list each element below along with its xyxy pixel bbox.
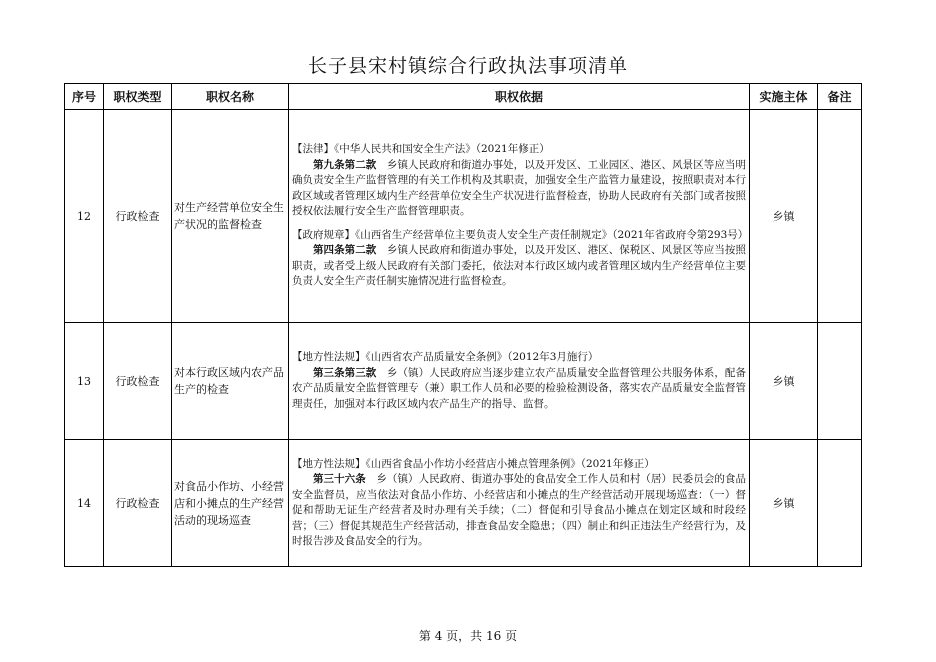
- row-note: [818, 110, 862, 323]
- header-basis: 职权依据: [289, 84, 750, 110]
- row-type: 行政检查: [104, 323, 172, 440]
- basis-article: 第三十六条: [313, 473, 366, 485]
- row-seq: 12: [65, 110, 104, 323]
- enforcement-table: [64, 83, 862, 567]
- row-basis: [289, 110, 750, 323]
- table-row: [65, 110, 862, 323]
- row-name: 对食品小作坊、小经营店和小摊点的生产经营活动的现场巡查: [172, 440, 289, 567]
- row-note: [818, 323, 862, 440]
- row-seq: 13: [65, 323, 104, 440]
- basis-text: 乡镇人民政府和街道办事处，以及开发区、港区、保税区、风景区等应当按照职责，或者受上级人民政府有关部门委托，依法对本行政区域内或者管理区域内生产经营单位主要负责人安全生产责任制实施情况进行监督检查。: [292, 244, 746, 288]
- row-subject: 乡镇: [750, 440, 818, 567]
- header-seq: 序号: [65, 84, 104, 110]
- row-name: 对生产经营单位安全生产状况的监督检查: [172, 110, 289, 323]
- header-subject: 实施主体: [750, 84, 818, 110]
- row-seq: 14: [65, 440, 104, 567]
- basis-law: 【地方性法规】《山西省农产品质量安全条例》（2012年3月施行）: [292, 351, 599, 363]
- basis-law: 【地方性法规】《山西省食品小作坊小经营店小摊点管理条例》（2021年修正）: [292, 457, 655, 470]
- basis-paragraph: [292, 366, 746, 413]
- row-basis: [289, 440, 750, 567]
- table-row: [65, 440, 862, 567]
- basis-law: 【政府规章】《山西省生产经营单位主要负责人安全生产责任制规定》（2021年省政府令第293号）: [292, 228, 749, 241]
- basis-text: 乡镇人民政府和街道办事处，以及开发区、工业园区、港区、风景区等应当明确负责安全生产监督管理的有关工作机构及其职责，加强安全生产监管力量建设，按照职责对本行政区域或者管理区域内生产经营单位安全生产状况进行监督检查，协助人民政府有关部门或者按照授权依法履行安全生产监督管理职责。: [292, 158, 746, 218]
- page-footer: 第 4 页，共 16 页: [418, 629, 518, 643]
- row-type: 行政检查: [104, 440, 172, 567]
- table-row: [65, 323, 862, 440]
- header-name: 职权名称: [172, 84, 289, 110]
- basis-article: 第三条第三款: [313, 366, 377, 379]
- header-row: [65, 84, 862, 110]
- row-basis: [289, 323, 750, 440]
- header-note: 备注: [818, 84, 862, 110]
- basis-paragraph: [292, 243, 746, 290]
- row-subject: 乡镇: [750, 110, 818, 323]
- basis-paragraph: [292, 158, 746, 220]
- basis-text: 乡（镇）人民政府、街道办事处的食品安全工作人员和村（居）民委员会的食品安全监督员，应当依法对食品小作坊、小经营店和小摊点的生产经营活动开展现场巡查：（一）督促和帮助无证生产经营者及时办理有关手续；（二）督促和引导食品小摊点在划定区域和时段经营；（三）督促其规范生产经营活动，排查食品安全隐患；（四）制止和纠正违法生产经营行为，及时报告涉及食品安全的行为。: [292, 473, 746, 547]
- row-name: 对本行政区域内农产品生产的检查: [172, 323, 289, 440]
- row-type: 行政检查: [104, 110, 172, 323]
- row-subject: 乡镇: [750, 323, 818, 440]
- basis-law: 【法律】《中华人民共和国安全生产法》（2021年修正）: [292, 143, 550, 156]
- basis-article: 第四条第二款: [313, 244, 377, 257]
- basis-article: 第九条第二款: [313, 158, 377, 171]
- row-note: [818, 440, 862, 567]
- basis-text: 乡（镇）人民政府应当逐步建立农产品质量安全监督管理公共服务体系，配备农产品质量安全监督管理专（兼）职工作人员和必要的检验检测设备，落实农产品质量安全监督管理责任，加强对本行政区域内农产品生产的指导、监督。: [292, 366, 746, 410]
- header-type: 职权类型: [104, 84, 172, 110]
- basis-paragraph: [292, 472, 746, 550]
- page-title: 长子县宋村镇综合行政执法事项清单: [307, 55, 628, 77]
